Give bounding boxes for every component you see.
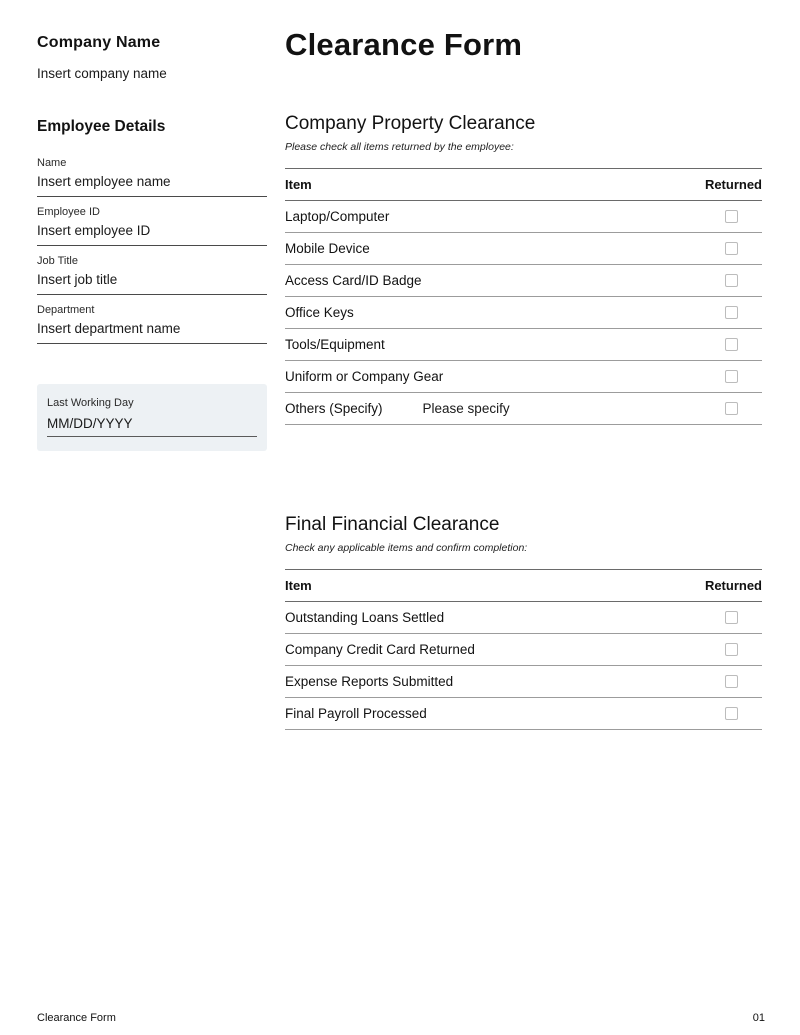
returned-checkbox[interactable] xyxy=(725,338,738,351)
section-title: Company Property Clearance xyxy=(285,113,536,134)
item-label: Tools/Equipment xyxy=(285,337,385,352)
returned-checkbox[interactable] xyxy=(725,306,738,319)
returned-checkbox[interactable] xyxy=(725,210,738,223)
column-header-returned: Returned xyxy=(704,177,762,192)
item-label: Outstanding Loans Settled xyxy=(285,610,445,625)
property-clearance-table xyxy=(285,168,762,425)
returned-checkbox[interactable] xyxy=(725,675,738,688)
item-label: Access Card/ID Badge xyxy=(285,273,422,288)
column-header-returned: Returned xyxy=(704,578,762,593)
sidebar xyxy=(37,34,267,451)
returned-checkbox[interactable] xyxy=(725,402,738,415)
table-header-row xyxy=(285,169,762,201)
table-row xyxy=(285,634,762,666)
table-row xyxy=(285,265,762,297)
table-row xyxy=(285,666,762,698)
table-row xyxy=(285,393,762,425)
returned-checkbox[interactable] xyxy=(725,274,738,287)
company-name-field[interactable]: Insert company name xyxy=(37,66,167,81)
employee-id-field-group xyxy=(37,206,267,246)
section-company-property-clearance xyxy=(285,113,762,425)
job-title-label: Job Title xyxy=(37,255,78,267)
name-input[interactable]: Insert employee name xyxy=(37,174,267,197)
job-title-input[interactable]: Insert job title xyxy=(37,272,267,295)
department-label: Department xyxy=(37,304,95,316)
item-label: Final Payroll Processed xyxy=(285,706,427,721)
table-row xyxy=(285,201,762,233)
table-row xyxy=(285,233,762,265)
department-input[interactable]: Insert department name xyxy=(37,321,267,344)
specify-input[interactable]: Please specify xyxy=(422,401,510,416)
item-label: Others (Specify) xyxy=(285,401,383,416)
returned-checkbox[interactable] xyxy=(725,242,738,255)
main-content xyxy=(285,27,762,730)
footer-title: Clearance Form xyxy=(37,1012,116,1024)
section-subtitle: Check any applicable items and confirm completion: xyxy=(285,542,528,554)
table-row xyxy=(285,297,762,329)
page-number: 01 xyxy=(752,1012,765,1024)
last-working-day-label: Last Working Day xyxy=(47,397,134,409)
name-label: Name xyxy=(37,157,67,169)
table-row xyxy=(285,361,762,393)
financial-clearance-table xyxy=(285,569,762,730)
item-label: Expense Reports Submitted xyxy=(285,674,454,689)
page-footer xyxy=(37,1012,765,1024)
section-title: Final Financial Clearance xyxy=(285,514,500,535)
item-label: Uniform or Company Gear xyxy=(285,369,444,384)
last-working-day-box xyxy=(37,384,267,451)
item-label: Company Credit Card Returned xyxy=(285,642,475,657)
column-header-item: Item xyxy=(285,177,312,192)
company-name-heading: Company Name xyxy=(37,34,161,51)
returned-checkbox[interactable] xyxy=(725,370,738,383)
column-header-item: Item xyxy=(285,578,312,593)
employee-id-label: Employee ID xyxy=(37,206,100,218)
returned-checkbox[interactable] xyxy=(725,643,738,656)
department-field-group xyxy=(37,304,267,344)
returned-checkbox[interactable] xyxy=(725,611,738,624)
section-subtitle: Please check all items returned by the employee: xyxy=(285,141,514,153)
table-row xyxy=(285,698,762,730)
section-final-financial-clearance xyxy=(285,514,762,730)
job-title-field-group xyxy=(37,255,267,295)
table-header-row xyxy=(285,570,762,602)
employee-id-input[interactable]: Insert employee ID xyxy=(37,223,267,246)
table-row xyxy=(285,329,762,361)
item-label: Laptop/Computer xyxy=(285,209,390,224)
name-field-group xyxy=(37,157,267,197)
last-working-day-input[interactable]: MM/DD/YYYY xyxy=(47,416,257,437)
returned-checkbox[interactable] xyxy=(725,707,738,720)
item-label: Office Keys xyxy=(285,305,354,320)
table-row xyxy=(285,602,762,634)
employee-details-heading: Employee Details xyxy=(37,118,166,135)
item-label: Mobile Device xyxy=(285,241,370,256)
page-title: Clearance Form xyxy=(285,27,523,62)
